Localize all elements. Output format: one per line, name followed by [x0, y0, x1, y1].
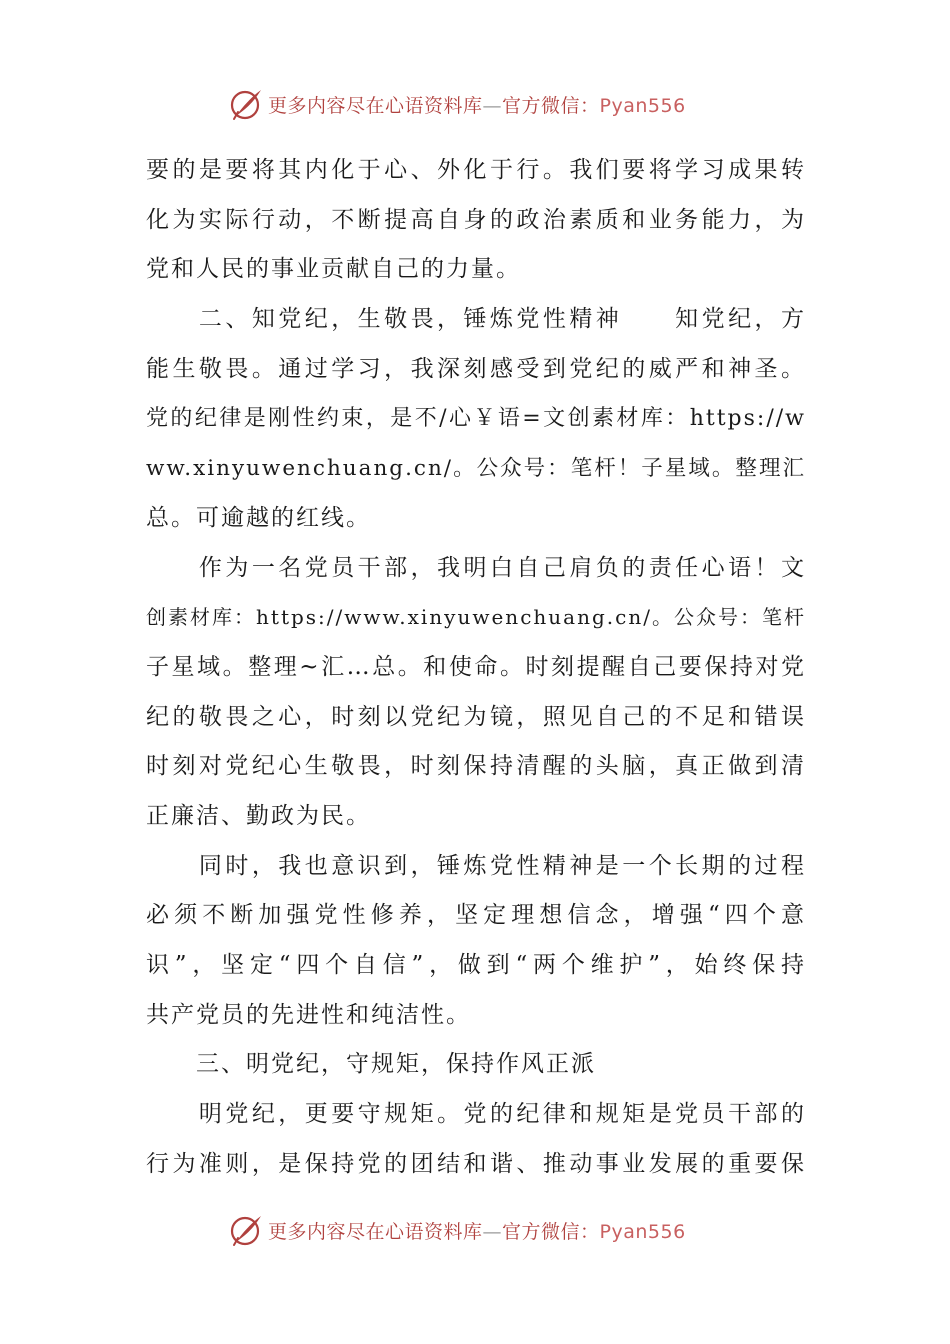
banner-wechat-id: Pyan556: [599, 94, 686, 117]
footer-banner: [228, 1210, 748, 1250]
header-banner: [228, 84, 748, 124]
banner-main: 更多内容尽在心语资料库: [268, 1220, 483, 1243]
text-line: ww.xinyuwenchuang.cn/。公众号：笔杆！子星域。整理汇: [146, 456, 806, 482]
text-line: 子星域。整理~汇…总。和使命。时刻提醒自己要保持对党: [146, 653, 806, 680]
banner-main: 更多内容尽在心语资料库: [268, 94, 483, 117]
text-line: 正廉洁、勤政为民。: [146, 802, 371, 829]
banner-wechat-label: 官方微信：: [502, 1220, 600, 1243]
text-line: 明党纪，更要守规矩。党的纪律和规矩是党员干部的: [146, 1101, 806, 1128]
text-line: 能生敬畏。通过学习，我深刻感受到党纪的威严和神圣。: [146, 355, 806, 382]
banner-wechat-id: Pyan556: [599, 1220, 686, 1243]
text-line: 要的是要将其内化于心、外化于行。我们要将学习成果转: [146, 157, 806, 183]
section-heading-line: 三、明党纪，守规矩，保持作风正派: [146, 1051, 596, 1078]
text-line: 党和人民的事业贡献自己的力量。: [146, 256, 521, 283]
banner-wechat-label: 官方微信：: [502, 94, 600, 117]
banner-separator: —: [482, 94, 503, 117]
text-line: 党的纪律是刚性约束，是不/心￥语=文创素材库：https://w: [146, 406, 806, 432]
quill-pen-circle-icon: [228, 1212, 264, 1248]
text-line: 共产党员的先进性和纯洁性。: [146, 1001, 471, 1028]
text-line: 纪的敬畏之心，时刻以党纪为镜，照见自己的不足和错误: [146, 703, 806, 730]
text-line: 同时，我也意识到，锤炼党性精神是一个长期的过程: [146, 852, 806, 879]
text-line: 必须不断加强党性修养，坚定理想信念，增强“四个意: [146, 902, 806, 929]
text-line: 时刻对党纪心生敬畏，时刻保持清醒的头脑，真正做到清: [146, 753, 806, 780]
banner-text: [268, 91, 686, 118]
text-line: 作为一名党员干部，我明白自己肩负的责任心语！文: [146, 554, 806, 581]
section-heading-line: 二、知党纪，生敬畏，锤炼党性精神 知党纪，方: [146, 306, 806, 333]
text-line: 创素材库：https://www.xinyuwenchuang.cn/。公众号：笔杆: [146, 605, 806, 630]
text-line: 行为准则，是保持党的团结和谐、推动事业发展的重要保: [146, 1150, 806, 1177]
quill-pen-circle-icon: [228, 86, 264, 122]
text-line: 总。可逾越的红线。: [146, 504, 371, 531]
document-body: [146, 146, 806, 1189]
text-line: 识”，坚定“四个自信”，做到“两个维护”，始终保持: [146, 952, 806, 978]
text-line: 化为实际行动，不断提高自身的政治素质和业务能力，为: [146, 206, 806, 233]
banner-separator: —: [482, 1220, 503, 1243]
banner-text: [268, 1217, 686, 1244]
